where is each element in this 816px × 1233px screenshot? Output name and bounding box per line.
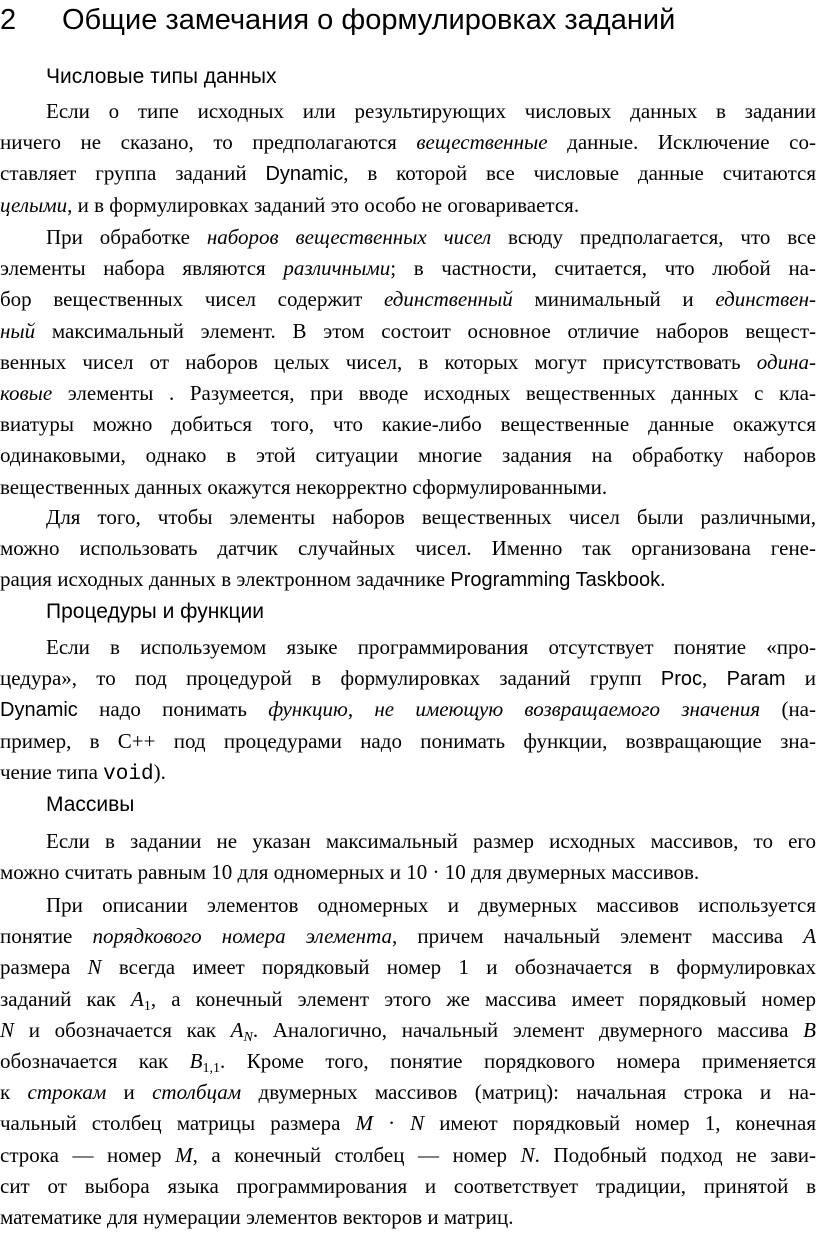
heading-numeric-types: Числовые типы данных xyxy=(46,65,277,88)
text-line: одинаковыми, однако в этой ситуации многие задания на обработку наборов xyxy=(0,443,816,468)
text-line: сит от выбора языка программирования и соответствует традиции, принятой в xyxy=(0,1173,816,1198)
section-title-text: Общие замечания о формулировках заданий xyxy=(62,4,676,36)
text-line: ничего не сказано, то предполагаются вещественные данные. Исключение со- xyxy=(0,130,816,155)
text-line: пример, в C++ под процедурами надо понимать функции, возвращающие зна- xyxy=(0,728,816,753)
heading-procedures: Процедуры и функции xyxy=(46,600,264,623)
text-line: заданий как $A_1$, а конечный элемент этого же массива имеет порядковый номер xyxy=(0,986,816,1014)
text-line: цедура», то под процедурой в формулировках заданий групп Proc, Param и xyxy=(0,666,816,691)
text-line: чальный столбец матрицы размера M · N имеют порядковый номер 1, конечная xyxy=(0,1111,816,1136)
text-line: Если в используемом языке программирования отсутствует понятие «про- xyxy=(46,635,816,659)
text-line: понятие порядкового номера элемента, причем начальный элемент массива A xyxy=(0,924,816,949)
text-line: ный максимальный элемент. В этом состоит основное отличие наборов вещест- xyxy=(0,318,816,343)
text-line: Dynamic надо понимать функцию, не имеющую возвращаемого значения (на- xyxy=(0,697,816,722)
text-line: чение типа void). xyxy=(0,759,166,786)
paragraph-arrays-1 xyxy=(0,826,816,888)
text-line: При описании элементов одномерных и двумерных массивов используется xyxy=(46,893,816,917)
text-line: математике для нумерации элементов векторов и матриц. xyxy=(0,1204,514,1229)
text-line: виатуры можно добиться того, что какие-либо вещественные данные окажутся xyxy=(0,412,816,437)
text-line: Если в задании не указан максимальный размер исходных массивов, то его xyxy=(46,829,816,853)
text-line: Для того, чтобы элементы наборов вещественных чисел были различными, xyxy=(46,505,816,529)
text-line: рация исходных данных в электронном задачнике Programming Taskbook. xyxy=(0,567,666,592)
text-line: вещественных данных окажутся некорректно сформулированными. xyxy=(0,474,608,499)
text-line: обозначается как $B_{1,1}$. Кроме того, понятие порядкового номера применяется xyxy=(0,1048,816,1076)
text-line: бор вещественных чисел содержит единственный минимальный и единствен- xyxy=(0,287,816,312)
text-line: можно использовать датчик случайных чисел. Именно так организована гене- xyxy=(0,536,816,561)
text-line: элементы набора являются различными; в частности, считается, что любой на- xyxy=(0,256,816,281)
paragraph-numeric-2 xyxy=(0,222,816,503)
paragraph-arrays-2 xyxy=(0,890,816,1233)
text-line: Если о типе исходных или результирующих числовых данных в задании xyxy=(46,99,816,123)
paragraph-numeric-3 xyxy=(0,502,816,596)
text-line: ковые элементы . Разумеется, при вводе исходных вещественных данных с кла- xyxy=(0,380,816,405)
text-line: ставляет группа заданий Dynamic, в которой все числовые данные считаются xyxy=(0,161,816,186)
text-line: При обработке наборов вещественных чисел всюду предполагается, что все xyxy=(46,225,816,249)
text-line: можно считать равным 10 для одномерных и 10 · 10 для двумерных массивов. xyxy=(0,860,700,885)
text-line: размера N всегда имеет порядковый номер 1 и обозначается в формулировках xyxy=(0,955,816,980)
text-line: строка — номер M, а конечный столбец — номер N. Подобный подход не зави- xyxy=(0,1142,816,1167)
section-title xyxy=(0,0,675,40)
text-line: венных чисел от наборов целых чисел, в которых могут присутствовать одина- xyxy=(0,349,816,374)
heading-arrays: Массивы xyxy=(46,793,135,816)
paragraph-numeric-1 xyxy=(0,96,816,221)
text-line: N и обозначается как $A_N$. Аналогично, начальный элемент двумерного массива B xyxy=(0,1017,816,1045)
text-line: целыми, и в формулировках заданий это особо не оговаривается. xyxy=(0,192,580,217)
section-number: 2 xyxy=(0,4,17,36)
text-line: к строкам и столбцам двумерных массивов (матриц): начальная строка и на- xyxy=(0,1080,816,1105)
paragraph-procedures xyxy=(0,632,816,788)
